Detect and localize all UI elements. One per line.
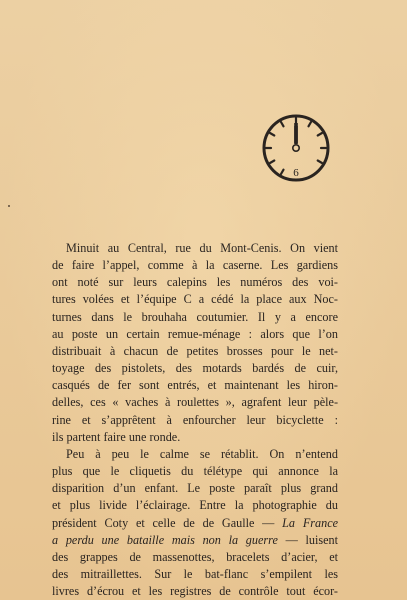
text-line: delles, ces « vaches à roulettes », agrafent leur pèle- [52,395,338,410]
italic-title: La France [282,515,339,530]
text-line: distribuait à chacun de petites brosses pour le net- [52,343,338,358]
text-segment: président Coty et celle de de Gaulle — [52,515,275,530]
text-line: Peu à peu le calme se rétablit. On n’entend [66,446,338,461]
text-segment: — luisent [285,532,339,547]
paper-speck [8,205,10,207]
text-line: disparition d’un enfant. Le poste paraît plus grand [52,481,338,496]
text-line-with-italic [52,515,338,532]
text-line: ont noté sur leurs calepins les numéros des voi- [52,275,338,290]
text-line: plus que le cliquetis du télétype qui annonce la [52,464,338,479]
text-line: Minuit au Central, rue du Mont-Cenis. On vient [66,241,338,255]
text-line: ils partent faire une ronde. [52,429,181,444]
text-line: des grappes de massenottes, bracelets d’acier, et [52,549,338,564]
text-line: tures volées et l’équipe C a cédé la place aux Noc- [52,292,338,307]
text-line: des mitraillettes. Sur le bat-flanc s’empilent les [52,566,338,581]
italic-title: a perdu une bataille mais non la guerre [52,532,278,547]
text-line: rine et s’apprêtent à enfourcher leur bicyclette : [52,412,338,427]
clock-midnight-icon [260,112,332,184]
body-text [52,240,338,600]
text-line: turnes dans le brouhaha coutumier. Il y a encore [52,309,338,324]
text-line: livres d’écrou et les registres de contrôle tout écor- [52,584,338,599]
clock-numeral-six: 6 [293,167,299,179]
text-line: casqués de fer sont entrés, et maintenant les hiron- [52,378,338,393]
text-line-with-italic [52,532,338,549]
text-line: au poste un certain remue-ménage : alors que l’on [52,326,338,341]
text-line: et plus livide l’éclairage. Entre la photographie du [52,498,338,513]
text-line: de faire l’appel, comme à la caserne. Les gardiens [52,258,338,273]
text-line: toyage des pistolets, des motards bardés de cuir, [52,361,338,376]
